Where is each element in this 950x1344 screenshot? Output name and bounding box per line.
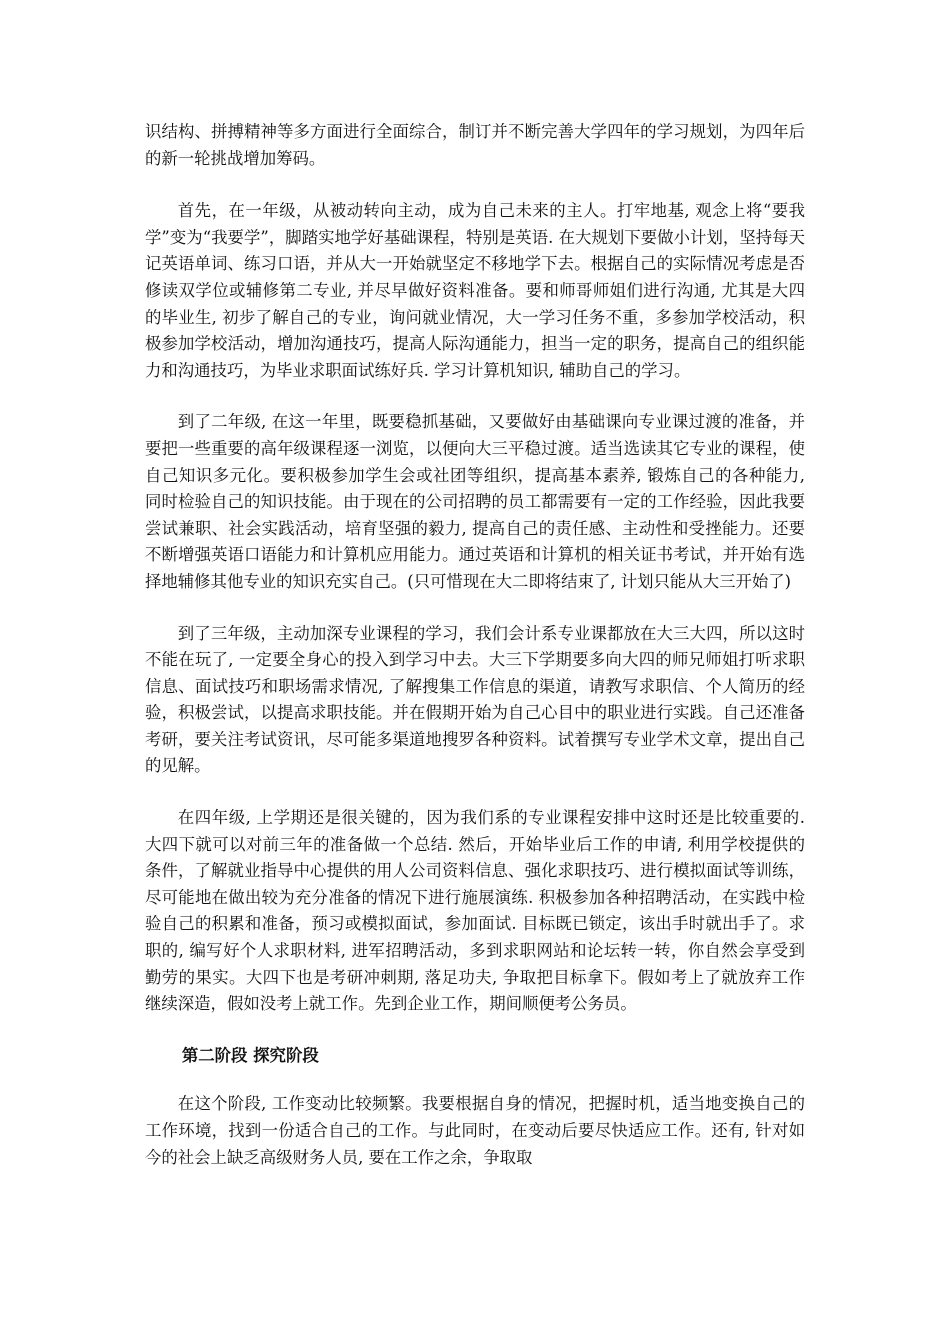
paragraph-third-year: 到了三年级，主动加深专业课程的学习，我们会计系专业课都放在大三大四，所以这时不能在玩了, 一定要全身心的投入到学习中去。大三下学期要多向大四的师兄师姐打听求职信息、面试技巧和职场需求情况, 了解搜集工作信息的渠道，请教写求职信、个人简历的经验，积极尝试，以提高求职技能。并在假期开始为自己心目中的职业进行实践。自己还准备考研，要关注考试资讯，尽可能多渠道地搜罗各种资料。试着撰写专业学术文章，提出自己的见解。 [145,623,805,776]
document-body [145,119,805,1196]
paragraph-first-year: 首先，在一年级，从被动转向主动，成为自己未来的主人。打牢地基, 观念上将“要我学”变为“我要学”，脚踏实地学好基础课程，特别是英语. 在大规划下要做小计划，坚持每天记英语单词、练习口语，并从大一开始就坚定不移地学下去。根据自己的实际情况考虑是否修读双学位或辅修第二专业, 并尽早做好资料准备。要和师哥师姐们进行沟通, 尤其是大四的毕业生, 初步了解自己的专业，询问就业情况，大一学习任务不重，多参加学校活动，积极参加学校活动，增加沟通技巧，提高人际沟通能力，担当一定的职务，提高自己的组织能力和沟通技巧，为毕业求职面试练好兵. 学习计算机知识, 辅助自己的学习。 [145,201,805,380]
paragraph-stage-two: 在这个阶段, 工作变动比较频繁。我要根据自身的情况，把握时机，适当地变换自己的工作环境，找到一份适合自己的工作。与此同时，在变动后要尽快适应工作。还有, 针对如今的社会上缺乏高级财务人员, 要在工作之余，争取取 [145,1094,805,1167]
section-heading: 第二阶段 探究阶段 [181,1045,319,1065]
paragraph-second-year: 到了二年级, 在这一年里，既要稳抓基础，又要做好由基础课向专业课过渡的准备，并要把一些重要的高年级课程逐一浏览，以便向大三平稳过渡。适当选读其它专业的课程，使自己知识多元化。要积极参加学生会或社团等组织，提高基本素养, 锻炼自己的各种能力, 同时检验自己的知识技能。由于现在的公司招聘的员工都需要有一定的工作经验，因此我要尝试兼职、社会实践活动，培育坚强的毅力, 提高自己的责任感、主动性和受挫能力。还要不断增强英语口语能力和计算机应用能力。通过英语和计算机的相关证书考试，并开始有选择地辅修其他专业的知识充实自己。(只可惜现在大二即将结束了, 计划只能从大三开始了) [145,412,805,591]
paragraph-fourth-year: 在四年级, 上学期还是很关键的，因为我们系的专业课程安排中这时还是比较重要的. 大四下就可以对前三年的准备做一个总结. 然后，开始毕业后工作的申请, 利用学校提供的条件，了解就业指导中心提供的用人公司资料信息、强化求职技巧、进行模拟面试等训练，尽可能地在做出较为充分准备的情况下进行施展演练. 积极参加各种招聘活动，在实践中检验自己的积累和准备，预习或模拟面试，参加面试. 目标既已锁定，该出手时就出手了。求职的, 编写好个人求职材料, 进军招聘活动，多到求职网站和论坛转一转，你自然会享受到勤劳的果实。大四下也是考研冲刺期, 落足功夫, 争取把目标拿下。假如考上了就放弃工作继续深造，假如没考上就工作。先到企业工作，期间顺便考公务员。 [145,808,805,1014]
paragraph-continuation: 识结构、拼搏精神等多方面进行全面综合，制订并不断完善大学四年的学习规划，为四年后的新一轮挑战增加筹码。 [145,122,805,168]
